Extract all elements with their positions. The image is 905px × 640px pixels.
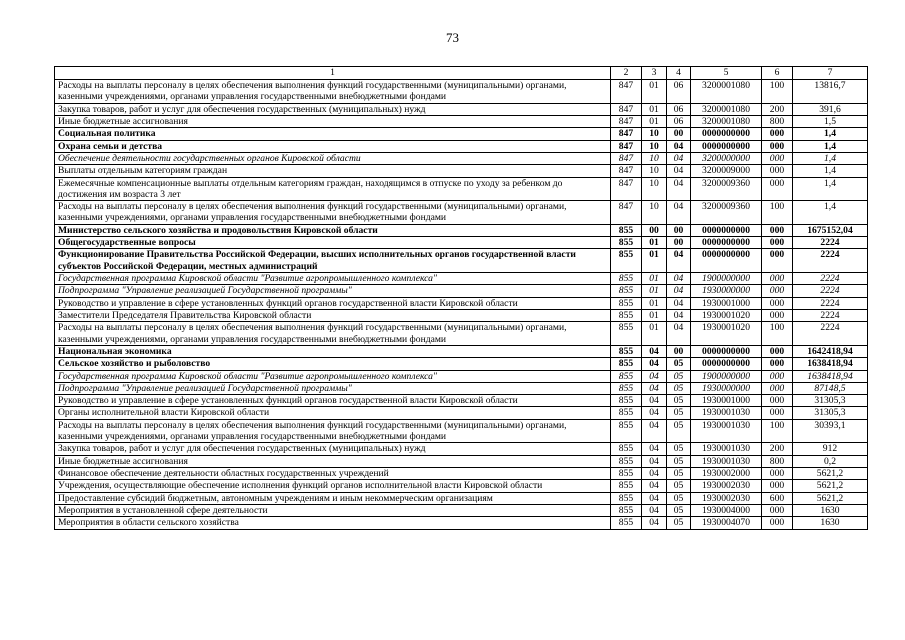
target-article-cell: 1900000000 [691,273,762,285]
expense-type-cell: 000 [762,345,793,357]
row-name-cell: Заместители Председателя Правительства Кировской области [55,309,611,321]
ministry-code-cell: 847 [611,152,642,164]
expense-type-cell: 000 [762,358,793,370]
amount-cell: 912 [793,443,868,455]
row-name-cell: Закупка товаров, работ и услуг для обеспечения государственных (муниципальных) нужд [55,103,611,115]
ministry-code-cell: 855 [611,358,642,370]
amount-cell: 391,6 [793,103,868,115]
target-article-cell: 3200001080 [691,80,762,104]
column-header: 1 [55,67,611,80]
target-article-cell: 1930001030 [691,419,762,443]
row-name-cell: Обеспечение деятельности государственных органов Кировской области [55,152,611,164]
ministry-code-cell: 847 [611,165,642,177]
section-cell: 04 [642,382,667,394]
amount-cell: 2224 [793,249,868,273]
row-name-cell: Ежемесячные компенсационные выплаты отдельным категориям граждан, находящимся в отпуске по уходу за ребенком до достижения им возраста 3 лет [55,177,611,201]
subsection-cell: 06 [667,103,691,115]
table-row [55,140,868,152]
subsection-cell: 04 [667,297,691,309]
table-row [55,273,868,285]
target-article-cell: 0000000000 [691,358,762,370]
expense-type-cell: 000 [762,165,793,177]
expense-type-cell: 000 [762,407,793,419]
row-name-cell: Охрана семьи и детства [55,140,611,152]
expense-type-cell: 000 [762,480,793,492]
column-header: 2 [611,67,642,80]
row-name-cell: Предоставление субсидий бюджетным, автономным учреждениям и иным некоммерческим организациям [55,492,611,504]
subsection-cell: 06 [667,80,691,104]
target-article-cell: 0000000000 [691,140,762,152]
target-article-cell: 1930000000 [691,285,762,297]
ministry-code-cell: 855 [611,285,642,297]
section-cell: 01 [642,115,667,127]
ministry-code-cell: 855 [611,455,642,467]
ministry-code-cell: 847 [611,201,642,225]
target-article-cell: 3200009360 [691,177,762,201]
table-header-row [55,67,868,80]
expense-type-cell: 100 [762,419,793,443]
subsection-cell: 05 [667,370,691,382]
subsection-cell: 00 [667,237,691,249]
ministry-code-cell: 855 [611,443,642,455]
table-row [55,249,868,273]
row-name-cell: Выплаты отдельным категориям граждан [55,165,611,177]
row-name-cell: Министерство сельского хозяйства и продовольствия Кировской области [55,224,611,236]
row-name-cell: Мероприятия в области сельского хозяйства [55,517,611,529]
expense-type-cell: 200 [762,103,793,115]
expense-type-cell: 000 [762,285,793,297]
subsection-cell: 04 [667,177,691,201]
amount-cell: 13816,7 [793,80,868,104]
row-name-cell: Расходы на выплаты персоналу в целях обеспечения выполнения функций государственными (муниципальными) органами, казенными учреждениями, органами управления государственными внебюджетными фондами [55,322,611,346]
expense-type-cell: 000 [762,177,793,201]
ministry-code-cell: 855 [611,504,642,516]
row-name-cell: Государственная программа Кировской области "Развитие агропромышленного комплекса" [55,273,611,285]
table-row [55,165,868,177]
expense-type-cell: 000 [762,517,793,529]
ministry-code-cell: 847 [611,80,642,104]
section-cell: 04 [642,443,667,455]
subsection-cell: 05 [667,468,691,480]
target-article-cell: 1930000000 [691,382,762,394]
table-row [55,358,868,370]
section-cell: 01 [642,80,667,104]
subsection-cell: 05 [667,504,691,516]
expense-type-cell: 000 [762,382,793,394]
section-cell: 04 [642,480,667,492]
amount-cell: 2224 [793,309,868,321]
ministry-code-cell: 855 [611,345,642,357]
row-name-cell: Функционирование Правительства Российской Федерации, высших исполнительных органов государственной власти субъектов Российской Федерации, местных администраций [55,249,611,273]
amount-cell: 5621,2 [793,480,868,492]
subsection-cell: 04 [667,285,691,297]
row-name-cell: Социальная политика [55,128,611,140]
ministry-code-cell: 855 [611,492,642,504]
ministry-code-cell: 855 [611,249,642,273]
section-cell: 01 [642,322,667,346]
amount-cell: 1642418,94 [793,345,868,357]
target-article-cell: 1930002000 [691,468,762,480]
amount-cell: 1,5 [793,115,868,127]
subsection-cell: 05 [667,382,691,394]
column-header: 7 [793,67,868,80]
target-article-cell: 1930001030 [691,455,762,467]
subsection-cell: 06 [667,115,691,127]
section-cell: 01 [642,285,667,297]
row-name-cell: Закупка товаров, работ и услуг для обеспечения государственных (муниципальных) нужд [55,443,611,455]
subsection-cell: 05 [667,358,691,370]
row-name-cell: Расходы на выплаты персоналу в целях обеспечения выполнения функций государственными (муниципальными) органами, казенными учреждениями, органами управления государственными внебюджетными фондами [55,201,611,225]
subsection-cell: 04 [667,165,691,177]
target-article-cell: 1930001000 [691,297,762,309]
ministry-code-cell: 855 [611,468,642,480]
amount-cell: 2224 [793,285,868,297]
target-article-cell: 3200001080 [691,103,762,115]
target-article-cell: 1930001020 [691,322,762,346]
target-article-cell: 1930001000 [691,395,762,407]
section-cell: 01 [642,237,667,249]
amount-cell: 87148,5 [793,382,868,394]
expense-type-cell: 000 [762,128,793,140]
section-cell: 10 [642,201,667,225]
row-name-cell: Подпрограмма "Управление реализацией Государственной программы" [55,285,611,297]
subsection-cell: 05 [667,419,691,443]
target-article-cell: 3200000000 [691,152,762,164]
amount-cell: 2224 [793,322,868,346]
subsection-cell: 05 [667,480,691,492]
table-row [55,224,868,236]
row-name-cell: Учреждения, осуществляющие обеспечение исполнения функций органов исполнительной власти Кировской области [55,480,611,492]
table-row [55,309,868,321]
subsection-cell: 00 [667,224,691,236]
subsection-cell: 04 [667,249,691,273]
row-name-cell: Подпрограмма "Управление реализацией Государственной программы" [55,382,611,394]
section-cell: 04 [642,517,667,529]
section-cell: 01 [642,309,667,321]
target-article-cell: 0000000000 [691,237,762,249]
ministry-code-cell: 847 [611,177,642,201]
target-article-cell: 1930002030 [691,480,762,492]
table-row [55,128,868,140]
table-row [55,285,868,297]
section-cell: 10 [642,152,667,164]
expense-type-cell: 000 [762,152,793,164]
subsection-cell: 05 [667,517,691,529]
expense-type-cell: 000 [762,395,793,407]
target-article-cell: 3200009360 [691,201,762,225]
section-cell: 04 [642,358,667,370]
section-cell: 10 [642,128,667,140]
subsection-cell: 00 [667,128,691,140]
table-row [55,201,868,225]
row-name-cell: Руководство и управление в сфере установленных функций органов государственной власти Кировской области [55,395,611,407]
ministry-code-cell: 855 [611,419,642,443]
target-article-cell: 1930004000 [691,504,762,516]
column-header: 5 [691,67,762,80]
expense-type-cell: 000 [762,249,793,273]
expense-type-cell: 100 [762,80,793,104]
section-cell: 04 [642,468,667,480]
ministry-code-cell: 855 [611,395,642,407]
expense-type-cell: 000 [762,140,793,152]
target-article-cell: 3200001080 [691,115,762,127]
budget-table [54,66,868,530]
table-row [55,407,868,419]
column-header: 3 [642,67,667,80]
subsection-cell: 05 [667,443,691,455]
amount-cell: 5621,2 [793,492,868,504]
section-cell: 04 [642,492,667,504]
row-name-cell: Иные бюджетные ассигнования [55,115,611,127]
table-row [55,480,868,492]
expense-type-cell: 000 [762,273,793,285]
ministry-code-cell: 855 [611,370,642,382]
subsection-cell: 04 [667,309,691,321]
ministry-code-cell: 855 [611,480,642,492]
ministry-code-cell: 847 [611,128,642,140]
section-cell: 10 [642,177,667,201]
amount-cell: 1,4 [793,201,868,225]
amount-cell: 5621,2 [793,468,868,480]
amount-cell: 31305,3 [793,395,868,407]
subsection-cell: 04 [667,201,691,225]
target-article-cell: 1930001020 [691,309,762,321]
column-header: 4 [667,67,691,80]
expense-type-cell: 600 [762,492,793,504]
expense-type-cell: 200 [762,443,793,455]
section-cell: 04 [642,407,667,419]
subsection-cell: 04 [667,140,691,152]
expense-type-cell: 000 [762,297,793,309]
table-row [55,237,868,249]
subsection-cell: 04 [667,273,691,285]
table-row [55,115,868,127]
target-article-cell: 1930001030 [691,407,762,419]
ministry-code-cell: 855 [611,309,642,321]
table-row [55,370,868,382]
section-cell: 04 [642,504,667,516]
amount-cell: 30393,1 [793,419,868,443]
section-cell: 01 [642,273,667,285]
amount-cell: 1,4 [793,152,868,164]
ministry-code-cell: 855 [611,517,642,529]
target-article-cell: 0000000000 [691,249,762,273]
subsection-cell: 00 [667,345,691,357]
ministry-code-cell: 855 [611,407,642,419]
amount-cell: 2224 [793,297,868,309]
expense-type-cell: 000 [762,370,793,382]
table-row [55,455,868,467]
target-article-cell: 1900000000 [691,370,762,382]
amount-cell: 1638418,94 [793,358,868,370]
target-article-cell: 0000000000 [691,345,762,357]
target-article-cell: 0000000000 [691,224,762,236]
target-article-cell: 0000000000 [691,128,762,140]
section-cell: 00 [642,224,667,236]
table-row [55,177,868,201]
expense-type-cell: 100 [762,322,793,346]
subsection-cell: 05 [667,455,691,467]
expense-type-cell: 000 [762,309,793,321]
ministry-code-cell: 855 [611,382,642,394]
section-cell: 04 [642,370,667,382]
amount-cell: 1,4 [793,140,868,152]
section-cell: 01 [642,249,667,273]
amount-cell: 31305,3 [793,407,868,419]
expense-type-cell: 000 [762,504,793,516]
amount-cell: 2224 [793,237,868,249]
row-name-cell: Финансовое обеспечение деятельности областных государственных учреждений [55,468,611,480]
row-name-cell: Иные бюджетные ассигнования [55,455,611,467]
ministry-code-cell: 847 [611,140,642,152]
amount-cell: 1630 [793,517,868,529]
subsection-cell: 05 [667,395,691,407]
expense-type-cell: 000 [762,237,793,249]
ministry-code-cell: 855 [611,237,642,249]
table-row [55,419,868,443]
table-row [55,443,868,455]
subsection-cell: 04 [667,322,691,346]
row-name-cell: Государственная программа Кировской области "Развитие агропромышленного комплекса" [55,370,611,382]
subsection-cell: 05 [667,407,691,419]
table-row [55,517,868,529]
amount-cell: 1638418,94 [793,370,868,382]
amount-cell: 0,2 [793,455,868,467]
table-row [55,80,868,104]
table-row [55,382,868,394]
page-number: 73 [446,30,459,45]
expense-type-cell: 000 [762,224,793,236]
section-cell: 10 [642,165,667,177]
row-name-cell: Расходы на выплаты персоналу в целях обеспечения выполнения функций государственными (муниципальными) органами, казенными учреждениями, органами управления государственными внебюджетными фондами [55,80,611,104]
table-row [55,504,868,516]
column-header: 6 [762,67,793,80]
expense-type-cell: 800 [762,455,793,467]
table-row [55,297,868,309]
section-cell: 01 [642,103,667,115]
section-cell: 04 [642,395,667,407]
section-cell: 04 [642,419,667,443]
target-article-cell: 1930004070 [691,517,762,529]
amount-cell: 1,4 [793,165,868,177]
ministry-code-cell: 855 [611,224,642,236]
ministry-code-cell: 855 [611,322,642,346]
target-article-cell: 3200009000 [691,165,762,177]
table-row [55,468,868,480]
row-name-cell: Органы исполнительной власти Кировской области [55,407,611,419]
expense-type-cell: 000 [762,468,793,480]
table-row [55,345,868,357]
ministry-code-cell: 847 [611,115,642,127]
amount-cell: 1675152,04 [793,224,868,236]
section-cell: 04 [642,345,667,357]
amount-cell: 2224 [793,273,868,285]
section-cell: 04 [642,455,667,467]
row-name-cell: Расходы на выплаты персоналу в целях обеспечения выполнения функций государственными (муниципальными) органами, казенными учреждениями, органами управления государственными внебюджетными фондами [55,419,611,443]
row-name-cell: Общегосударственные вопросы [55,237,611,249]
table-row [55,492,868,504]
target-article-cell: 1930002030 [691,492,762,504]
ministry-code-cell: 855 [611,273,642,285]
expense-type-cell: 100 [762,201,793,225]
table-row [55,103,868,115]
ministry-code-cell: 855 [611,297,642,309]
amount-cell: 1,4 [793,128,868,140]
expense-type-cell: 800 [762,115,793,127]
target-article-cell: 1930001030 [691,443,762,455]
table-row [55,322,868,346]
section-cell: 01 [642,297,667,309]
row-name-cell: Мероприятия в установленной сфере деятельности [55,504,611,516]
subsection-cell: 05 [667,492,691,504]
table-body [55,80,868,530]
amount-cell: 1,4 [793,177,868,201]
row-name-cell: Национальная экономика [55,345,611,357]
table-row [55,152,868,164]
ministry-code-cell: 847 [611,103,642,115]
subsection-cell: 04 [667,152,691,164]
table-row [55,395,868,407]
amount-cell: 1630 [793,504,868,516]
section-cell: 10 [642,140,667,152]
row-name-cell: Руководство и управление в сфере установленных функций органов государственной власти Кировской области [55,297,611,309]
row-name-cell: Сельское хозяйство и рыболовство [55,358,611,370]
